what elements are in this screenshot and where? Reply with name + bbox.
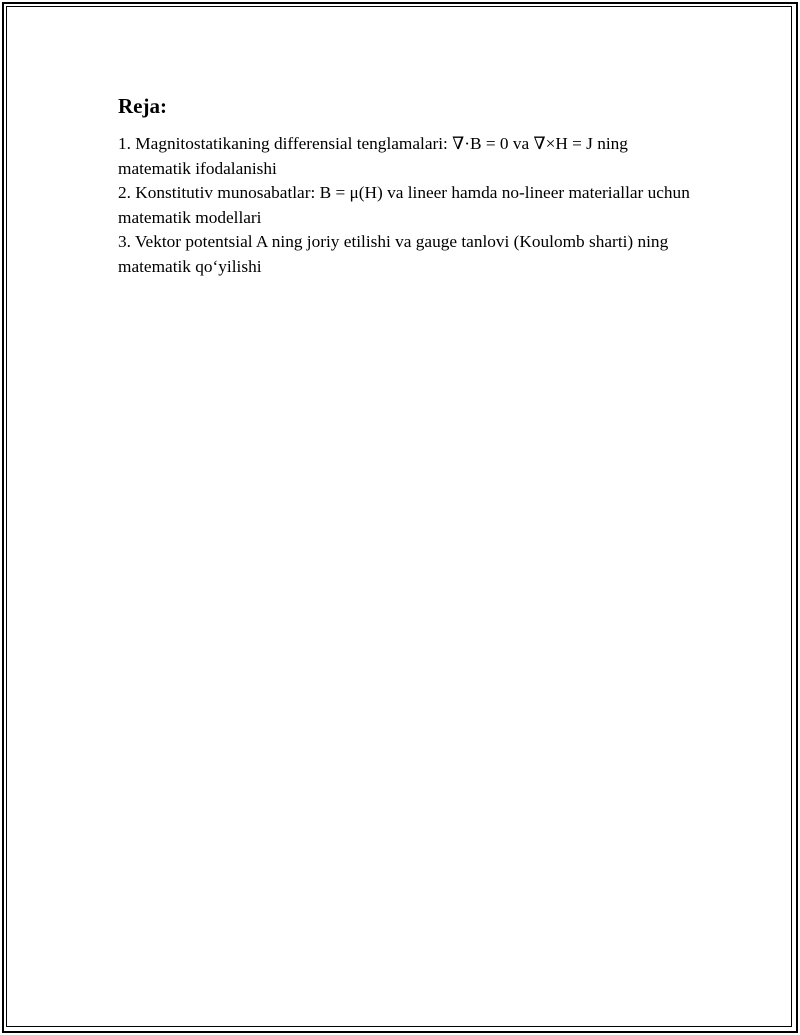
plan-heading: Reja: (118, 94, 167, 118)
plan-list (118, 132, 698, 279)
plan-item-1: 1. Magnitostatikaning differensial tenglamalari: ∇·B = 0 va ∇×H = J ning matematik ifodalanishi (118, 134, 628, 178)
plan-item-3: 3. Vektor potentsial A ning joriy etilishi va gauge tanlovi (Koulomb sharti) ning matematik qo‘yilishi (118, 232, 669, 276)
plan-item-2: 2. Konstitutiv munosabatlar: B = μ(H) va lineer hamda no-lineer materiallar uchun matematik modellari (118, 183, 690, 227)
document-body (118, 92, 698, 279)
